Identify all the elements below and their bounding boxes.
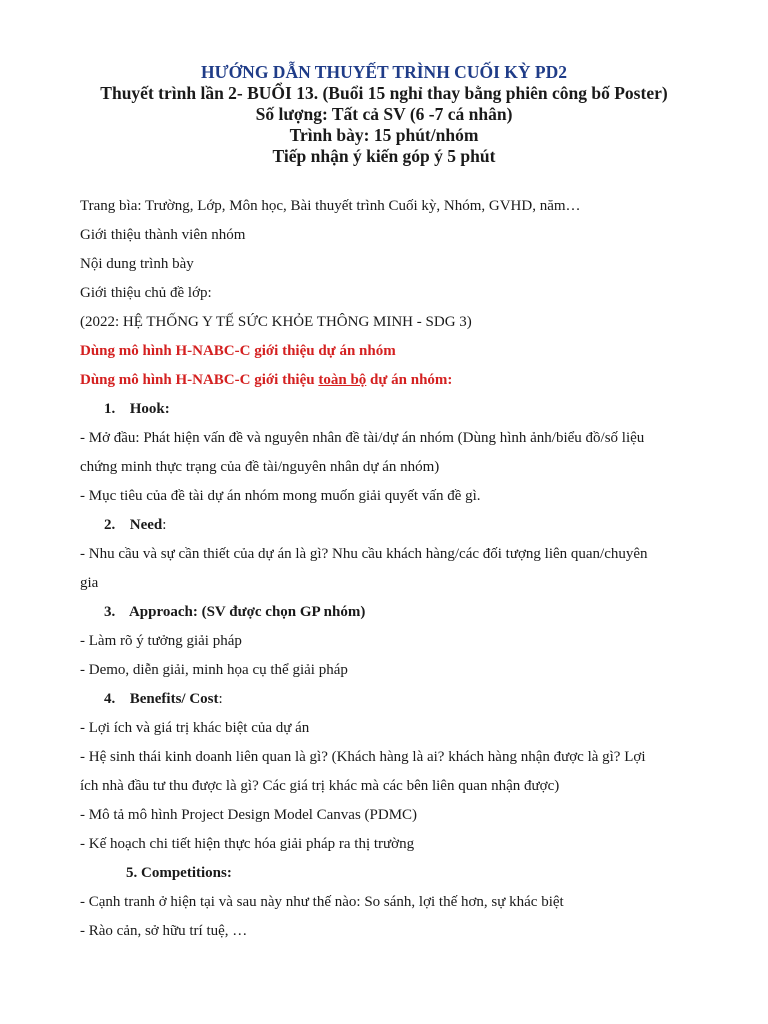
section-number: 2.: [104, 517, 116, 533]
model-full-intro-line: [80, 366, 720, 395]
cover-page-line: Trang bìa: Trường, Lớp, Môn học, Bài thuyết trình Cuối kỳ, Nhóm, GVHD, năm…: [80, 198, 581, 214]
list-item: chứng minh thực trạng của đề tài/nguyên nhân dự án nhóm): [80, 459, 440, 475]
section-number: 1.: [104, 401, 116, 417]
list-item: - Demo, diễn giải, minh họa cụ thể giải pháp: [80, 662, 348, 678]
list-item: - Rào cản, sở hữu trí tuệ, …: [80, 923, 248, 939]
section-hook-heading: [80, 395, 720, 424]
section-suffix: :: [162, 517, 167, 533]
list-item: - Nhu cầu và sự cần thiết của dự án là gì? Nhu cầu khách hàng/các đối tượng liên quan/chuyên: [80, 546, 648, 562]
participant-count: Số lượng: Tất cả SV (6 -7 cá nhân): [255, 104, 513, 124]
document-title: HƯỚNG DẪN THUYẾT TRÌNH CUỐI KỲ PD2: [201, 62, 567, 82]
section-title: Need: [129, 517, 163, 533]
list-item: - Mở đầu: Phát hiện vấn đề và nguyên nhân đề tài/dự án nhóm (Dùng hình ảnh/biểu đồ/số liệu: [80, 430, 645, 446]
list-item: gia: [80, 575, 99, 591]
section-need-heading: [80, 511, 720, 540]
section-number: 4.: [104, 691, 116, 707]
topic-line: (2022: HỆ THỐNG Y TẾ SỨC KHỎE THÔNG MINH - SDG 3): [80, 314, 472, 330]
model-full-prefix: Dùng mô hình H-NABC-C giới thiệu: [80, 372, 319, 388]
list-item: - Cạnh tranh ở hiện tại và sau này như thế nào: So sánh, lợi thế hơn, sự khác biệt: [80, 894, 564, 910]
section-benefits-heading: [80, 685, 720, 714]
model-intro-line: Dùng mô hình H-NABC-C giới thiệu dự án nhóm: [80, 343, 396, 359]
feedback-duration: Tiếp nhận ý kiến góp ý 5 phút: [272, 146, 496, 166]
section-title: Benefits/ Cost: [129, 691, 219, 707]
section-title: Hook:: [129, 401, 170, 417]
list-item: ích nhà đầu tư thu được là gì? Các giá trị khác mà các bên liên quan nhận được): [80, 778, 560, 794]
presentation-duration: Trình bày: 15 phút/nhóm: [289, 125, 479, 145]
list-item: - Mục tiêu của đề tài dự án nhóm mong muốn giải quyết vấn đề gì.: [80, 488, 481, 504]
topic-intro-line: Giới thiệu chủ đề lớp:: [80, 285, 212, 301]
list-item: - Làm rõ ý tưởng giải pháp: [80, 633, 242, 649]
document-header: [0, 62, 768, 167]
members-line: Giới thiệu thành viên nhóm: [80, 227, 246, 243]
list-item: - Hệ sinh thái kinh doanh liên quan là gì? (Khách hàng là ai? khách hàng nhận được là gì? Lợi: [80, 749, 646, 765]
content-line: Nội dung trình bày: [80, 256, 194, 272]
section-number: 3.: [104, 604, 116, 620]
section-competitions-heading: 5. Competitions:: [126, 865, 232, 881]
model-full-suffix: dự án nhóm:: [366, 372, 453, 388]
list-item: - Mô tả mô hình Project Design Model Canvas (PDMC): [80, 807, 418, 823]
section-approach-heading: [80, 598, 720, 627]
list-item: - Lợi ích và giá trị khác biệt của dự án: [80, 720, 310, 736]
presentation-session: Thuyết trình lần 2- BUỔI 13. (Buổi 15 nghỉ thay bằng phiên công bố Poster): [100, 83, 668, 103]
section-suffix: :: [218, 691, 223, 707]
document-body: [80, 192, 720, 946]
model-full-underlined: toàn bộ: [318, 372, 367, 388]
list-item: - Kế hoạch chi tiết hiện thực hóa giải pháp ra thị trường: [80, 836, 415, 852]
section-title: Approach: (SV được chọn GP nhóm): [128, 604, 366, 620]
